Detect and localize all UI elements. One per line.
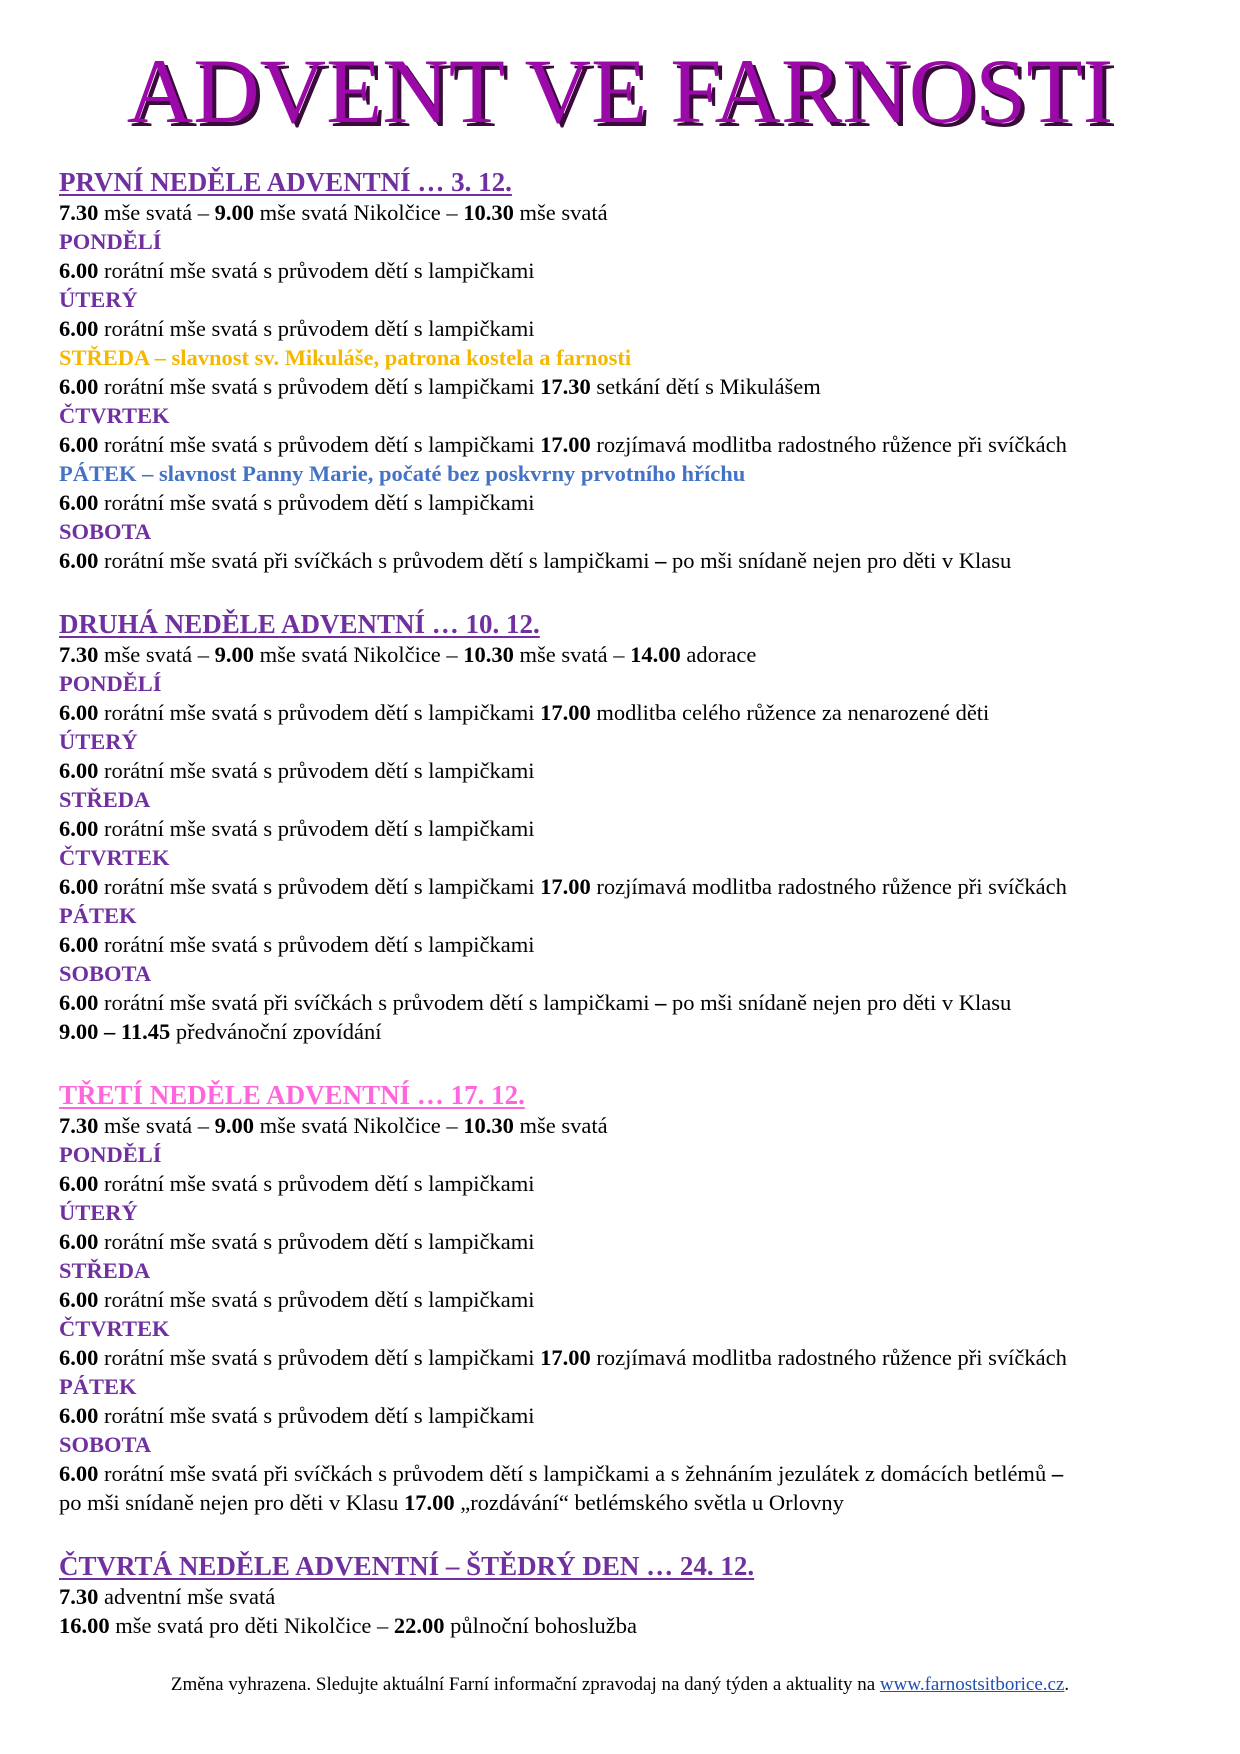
time-text: 14.00: [630, 642, 681, 667]
event-text: mše svatá –: [98, 1113, 215, 1138]
event-text: rorátní mše svatá s průvodem dětí s lampičkami: [98, 932, 535, 957]
week-heading: PRVNÍ NEDĚLE ADVENTNÍ … 3. 12.: [59, 167, 512, 197]
time-text: 7.30: [59, 1584, 99, 1609]
event-text: rorátní mše svatá s průvodem dětí s lampičkami: [98, 1229, 535, 1254]
schedule-line: [59, 814, 1199, 843]
event-text: rozjímavá modlitba radostného růžence při svíčkách: [590, 1345, 1067, 1370]
event-text: modlitba celého růžence za nenarozené děti: [590, 700, 990, 725]
schedule-line: [59, 1285, 1199, 1314]
event-text: rorátní mše svatá při svíčkách s průvodem dětí s lampičkami: [98, 990, 656, 1015]
time-text: 6.00: [59, 258, 99, 283]
footer-note: [0, 1674, 1240, 1696]
time-text: 6.00: [59, 990, 99, 1015]
event-text: rorátní mše svatá s průvodem dětí s lampičkami: [98, 1403, 535, 1428]
time-text: 6.00: [59, 374, 99, 399]
event-text: adventní mše svatá: [98, 1584, 276, 1609]
schedule-line: [59, 430, 1199, 459]
schedule-content: [59, 166, 1199, 1640]
day-heading: PONDĚLÍ: [59, 671, 162, 696]
event-text: po mši snídaně nejen pro děti v Klasu: [666, 548, 1012, 573]
advent-week-section: [59, 166, 1199, 575]
event-text: předvánoční zpovídání: [170, 1019, 382, 1044]
schedule-line: [59, 1488, 1199, 1517]
day-heading: PONDĚLÍ: [59, 229, 162, 254]
event-text: mše svatá –: [513, 642, 631, 667]
day-heading: PÁTEK – slavnost Panny Marie, počaté bez poskvrny prvotního hříchu: [59, 461, 746, 486]
event-text: rozjímavá modlitba radostného růžence při svíčkách: [590, 874, 1067, 899]
time-text: 17.00: [540, 432, 591, 457]
day-heading: PÁTEK: [59, 1374, 137, 1399]
event-text: po mši snídaně nejen pro děti v Klasu: [59, 1490, 404, 1515]
time-text: 6.00: [59, 932, 99, 957]
time-text: 6.00: [59, 548, 99, 573]
day-heading: STŘEDA – slavnost sv. Mikuláše, patrona kostela a farnosti: [59, 345, 632, 370]
event-text: rozjímavá modlitba radostného růžence při svíčkách: [590, 432, 1067, 457]
event-text: rorátní mše svatá s průvodem dětí s lampičkami: [98, 316, 535, 341]
event-text: mše svatá –: [98, 642, 215, 667]
time-text: 6.00: [59, 874, 99, 899]
time-text: 6.00: [59, 1229, 99, 1254]
event-text: rorátní mše svatá s průvodem dětí s lampičkami: [98, 490, 535, 515]
week-heading: ČTVRTÁ NEDĚLE ADVENTNÍ – ŠTĚDRÝ DEN … 24. 12.: [59, 1551, 755, 1581]
time-text: 9.00: [214, 1113, 254, 1138]
time-text: –: [655, 990, 667, 1015]
time-text: 17.00: [540, 874, 591, 899]
event-text: mše svatá –: [98, 200, 215, 225]
event-text: po mši snídaně nejen pro děti v Klasu: [666, 990, 1012, 1015]
time-text: 10.30: [463, 642, 514, 667]
time-text: 6.00: [59, 1287, 99, 1312]
time-text: 6.00: [59, 758, 99, 783]
schedule-line: [59, 488, 1199, 517]
event-text: mše svatá Nikolčice –: [253, 200, 464, 225]
event-text: „rozdávání“ betlémského světla u Orlovny: [454, 1490, 844, 1515]
schedule-line: [59, 1401, 1199, 1430]
schedule-line: [59, 546, 1199, 575]
day-heading: SOBOTA: [59, 961, 152, 986]
schedule-line: [59, 1343, 1199, 1372]
footer-text: Změna vyhrazena. Sledujte aktuální Farní informační zpravodaj na daný týden a aktuality na: [170, 1674, 880, 1695]
time-text: 10.30: [463, 200, 514, 225]
event-text: mše svatá Nikolčice –: [253, 642, 464, 667]
event-text: rorátní mše svatá s průvodem dětí s lampičkami: [98, 874, 541, 899]
schedule-line: [59, 1169, 1199, 1198]
event-text: rorátní mše svatá s průvodem dětí s lampičkami: [98, 1171, 535, 1196]
time-text: 7.30: [59, 200, 99, 225]
day-heading: PÁTEK: [59, 903, 137, 928]
day-heading: SOBOTA: [59, 519, 152, 544]
time-text: 9.00 – 11.45: [59, 1019, 171, 1044]
time-text: 7.30: [59, 642, 99, 667]
schedule-line: [59, 1017, 1199, 1046]
schedule-line: [59, 256, 1199, 285]
website-link[interactable]: www.farnostsitborice.cz: [879, 1674, 1065, 1695]
schedule-line: [59, 1611, 1199, 1640]
event-text: mše svatá: [513, 1113, 608, 1138]
page-title: ADVENT VE FARNOSTI: [126, 40, 1114, 142]
time-text: 16.00: [59, 1613, 110, 1638]
time-text: 17.00: [403, 1490, 455, 1515]
section-gap: [59, 575, 1199, 608]
day-heading: ÚTERÝ: [59, 287, 138, 312]
time-text: 6.00: [59, 316, 99, 341]
event-text: půlnoční bohoslužba: [444, 1613, 638, 1638]
footer-end: .: [1064, 1674, 1070, 1695]
schedule-line: [59, 372, 1199, 401]
week-heading: TŘETÍ NEDĚLE ADVENTNÍ … 17. 12.: [59, 1080, 525, 1110]
time-text: 17.00: [540, 1345, 591, 1370]
day-heading: PONDĚLÍ: [59, 1142, 162, 1167]
schedule-line: [59, 930, 1199, 959]
event-text: rorátní mše svatá s průvodem dětí s lampičkami: [98, 374, 541, 399]
time-text: 6.00: [59, 1345, 99, 1370]
schedule-line: [59, 756, 1199, 785]
schedule-line: [59, 988, 1199, 1017]
time-text: 9.00: [214, 200, 254, 225]
event-text: rorátní mše svatá s průvodem dětí s lampičkami: [98, 816, 535, 841]
time-text: 6.00: [59, 432, 99, 457]
event-text: rorátní mše svatá s průvodem dětí s lampičkami: [98, 1345, 541, 1370]
time-text: 17.30: [540, 374, 591, 399]
event-text: adorace: [680, 642, 757, 667]
time-text: 9.00: [214, 642, 254, 667]
event-text: setkání dětí s Mikulášem: [590, 374, 821, 399]
day-heading: ÚTERÝ: [59, 729, 138, 754]
event-text: mše svatá pro děti Nikolčice –: [109, 1613, 394, 1638]
schedule-line: [59, 1459, 1199, 1488]
time-text: 6.00: [59, 700, 99, 725]
time-text: 7.30: [59, 1113, 99, 1138]
time-text: 22.00: [393, 1613, 445, 1638]
schedule-line: [59, 1111, 1199, 1140]
day-heading: ČTVRTEK: [59, 403, 170, 428]
schedule-line: [59, 640, 1199, 669]
time-text: 6.00: [59, 816, 99, 841]
time-text: –: [655, 548, 667, 573]
event-text: rorátní mše svatá s průvodem dětí s lampičkami: [98, 432, 541, 457]
event-text: rorátní mše svatá s průvodem dětí s lampičkami: [98, 758, 535, 783]
event-text: rorátní mše svatá s průvodem dětí s lampičkami: [98, 1287, 535, 1312]
time-text: 6.00: [59, 1403, 99, 1428]
event-text: mše svatá Nikolčice –: [253, 1113, 464, 1138]
day-heading: STŘEDA: [59, 1258, 151, 1283]
day-heading: ČTVRTEK: [59, 1316, 170, 1341]
time-text: 17.00: [540, 700, 591, 725]
schedule-line: [59, 1582, 1199, 1611]
schedule-line: [59, 1227, 1199, 1256]
section-gap: [59, 1046, 1199, 1079]
advent-week-section: [59, 608, 1199, 1046]
day-heading: ČTVRTEK: [59, 845, 170, 870]
schedule-line: [59, 198, 1199, 227]
day-heading: ÚTERÝ: [59, 1200, 138, 1225]
advent-week-section: [59, 1079, 1199, 1517]
time-text: –: [1051, 1461, 1064, 1486]
event-text: rorátní mše svatá s průvodem dětí s lampičkami: [98, 258, 535, 283]
time-text: 6.00: [59, 1461, 99, 1486]
event-text: rorátní mše svatá s průvodem dětí s lampičkami: [98, 700, 541, 725]
time-text: 10.30: [463, 1113, 514, 1138]
time-text: 6.00: [59, 1171, 99, 1196]
section-gap: [59, 1517, 1199, 1550]
event-text: rorátní mše svatá při svíčkách s průvodem dětí s lampičkami a s žehnáním jezulátek z domácích betlémů: [98, 1461, 1052, 1486]
schedule-line: [59, 314, 1199, 343]
week-heading: DRUHÁ NEDĚLE ADVENTNÍ … 10. 12.: [59, 609, 540, 639]
schedule-line: [59, 872, 1199, 901]
day-heading: SOBOTA: [59, 1432, 152, 1457]
event-text: rorátní mše svatá při svíčkách s průvodem dětí s lampičkami: [98, 548, 656, 573]
day-heading: STŘEDA: [59, 787, 151, 812]
event-text: mše svatá: [513, 200, 608, 225]
schedule-line: [59, 698, 1199, 727]
time-text: 6.00: [59, 490, 99, 515]
advent-week-section: [59, 1550, 1199, 1640]
